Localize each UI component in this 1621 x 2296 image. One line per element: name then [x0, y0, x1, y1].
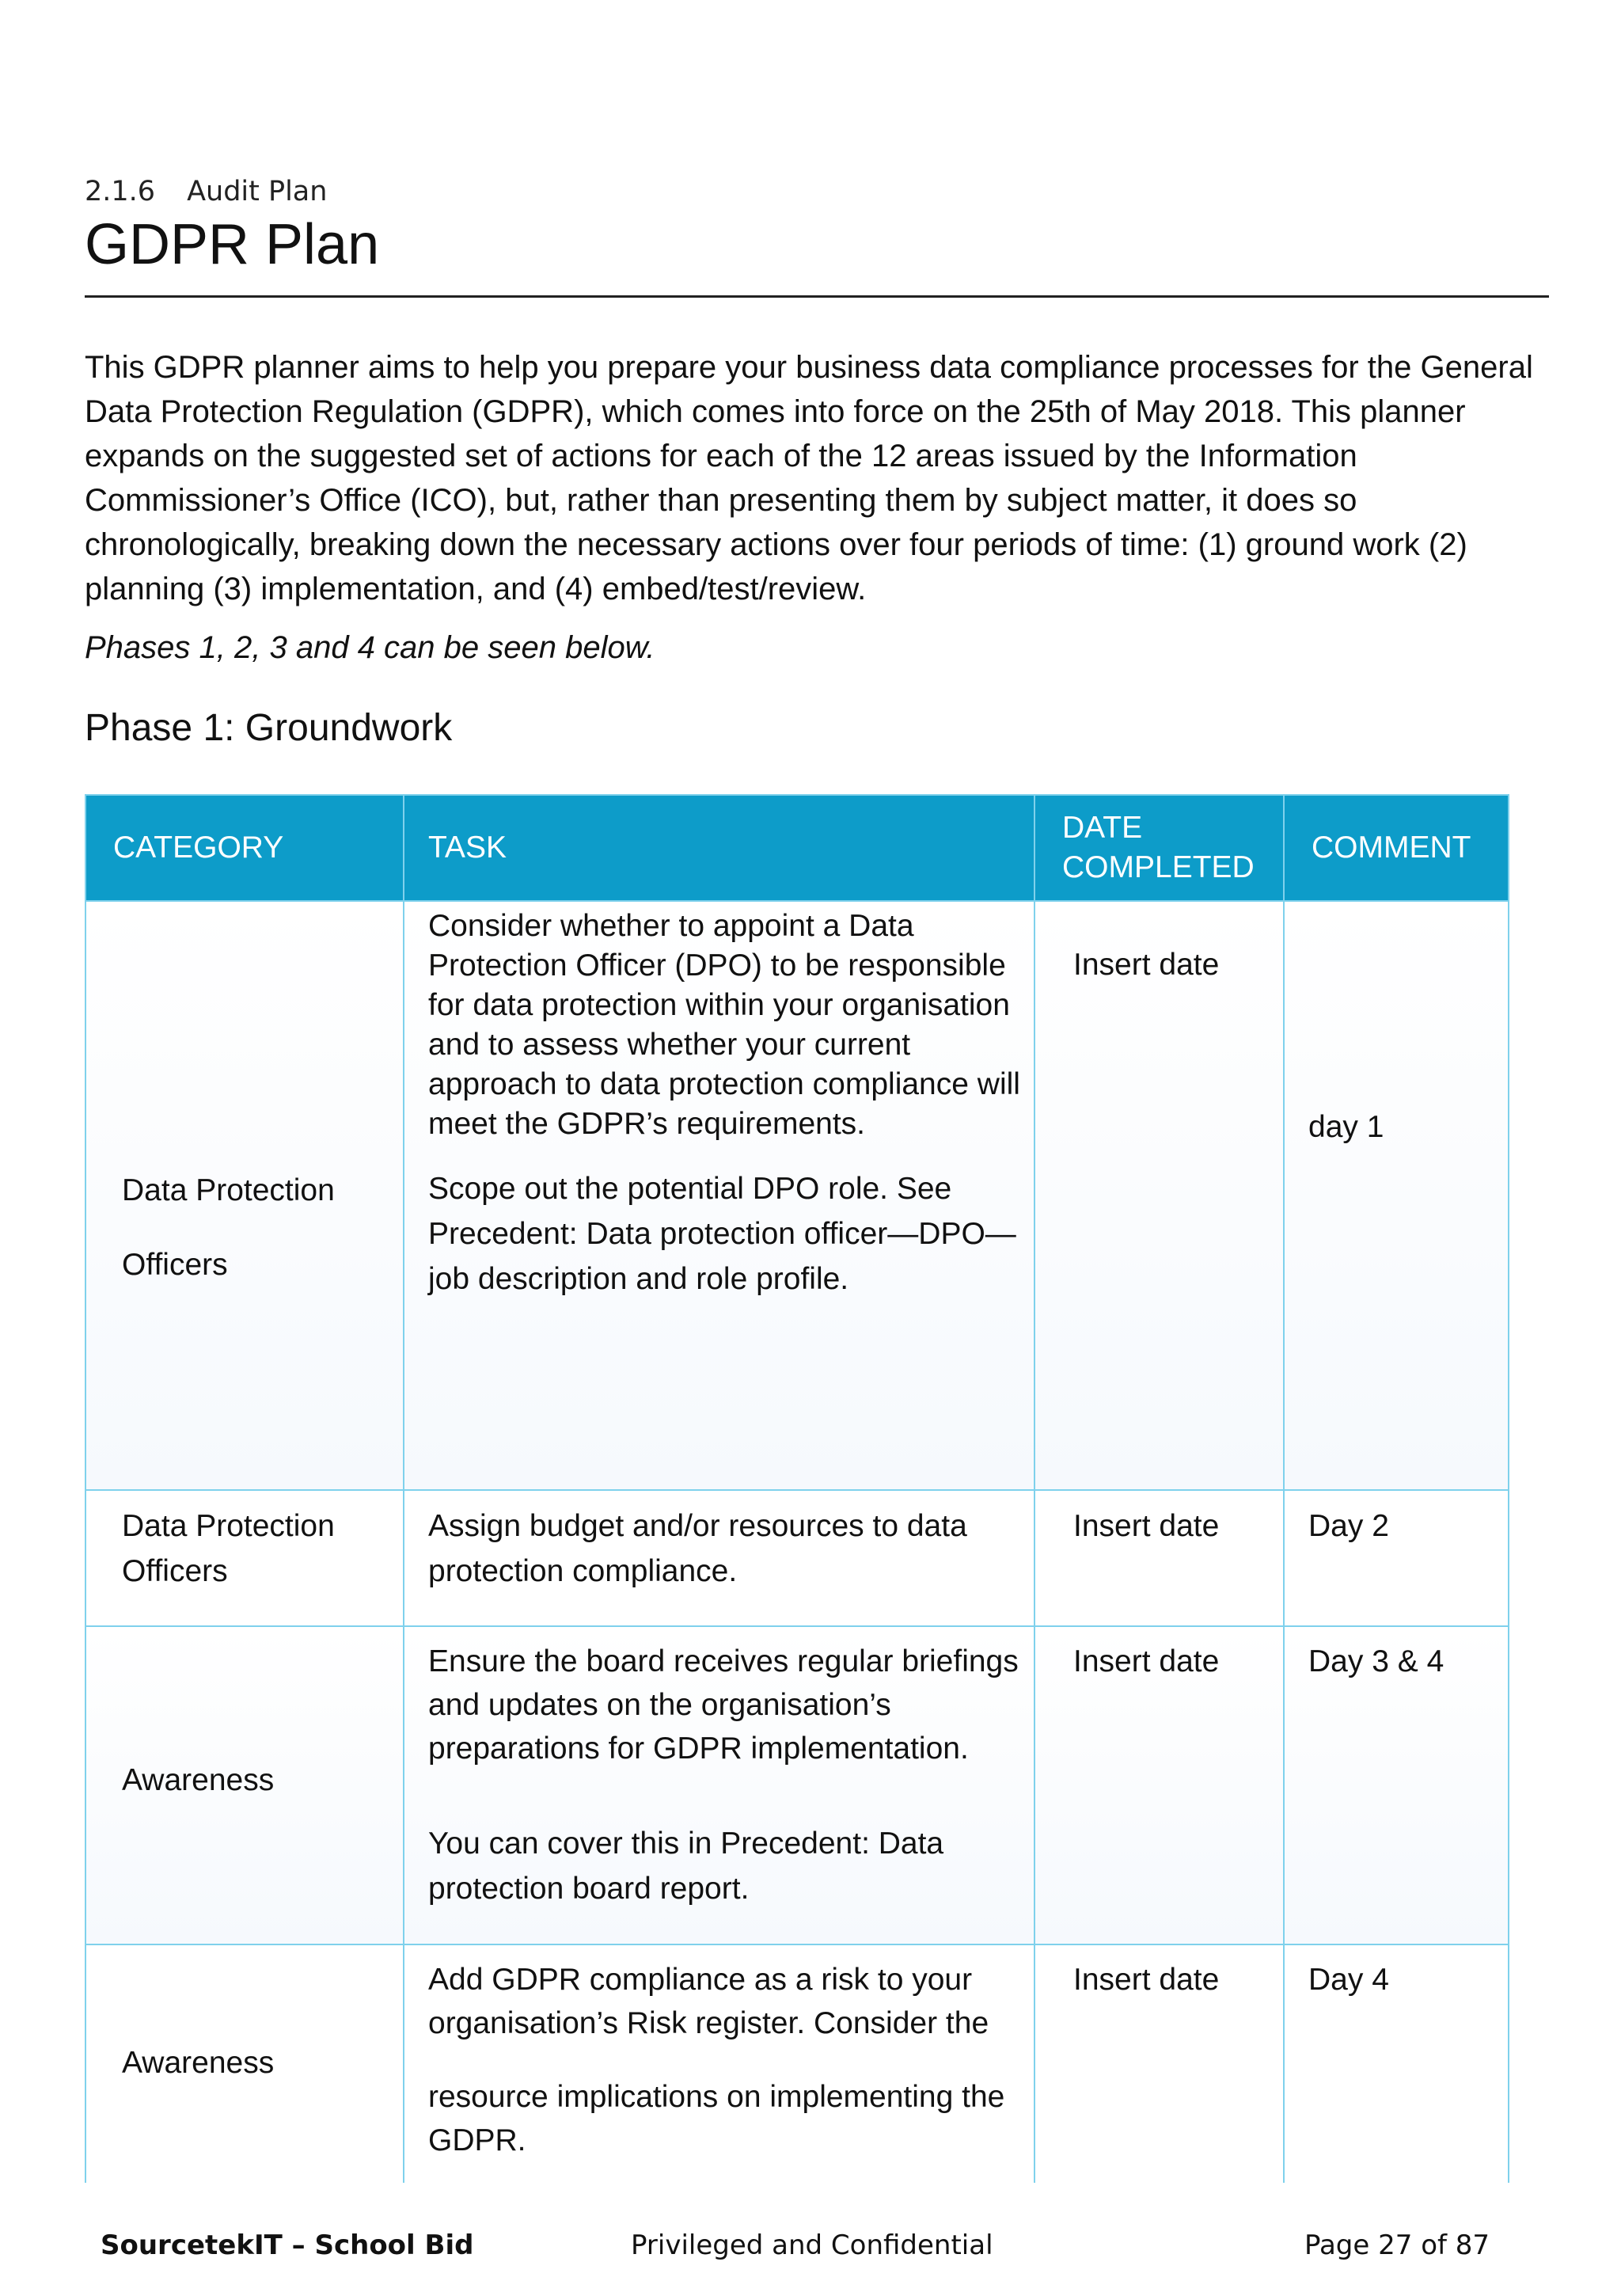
task-text: Assign budget and/or resources to data protection compliance. [428, 1509, 967, 1588]
header-task: TASK [404, 795, 1034, 901]
footer-page-number: Page 27 of 87 [1304, 2229, 1490, 2261]
gdpr-plan-table [85, 794, 1509, 2183]
task-extra-text: resource implications on implementing the GDPR. [428, 2080, 1005, 2157]
category-text: Awareness [122, 2046, 275, 2080]
cell-comment [1284, 1490, 1509, 1626]
cell-date [1034, 1490, 1284, 1626]
date-text: Insert date [1073, 1644, 1220, 1678]
date-text: Insert date [1073, 948, 1220, 982]
header-date-completed: DATE COMPLETED [1034, 795, 1284, 901]
cell-task [404, 901, 1034, 1490]
task-text: Add GDPR compliance as a risk to your organisation’s Risk register. Consider the [428, 1963, 989, 2040]
table-row [85, 1626, 1509, 1944]
cell-date [1034, 1626, 1284, 1944]
category-text: Data Protection Officers [122, 1173, 335, 1282]
cell-category [85, 1490, 404, 1626]
section-number [85, 176, 327, 207]
task-extra-text: You can cover this in Precedent: Data protection board report. [428, 1827, 944, 1906]
table-row [85, 901, 1509, 1490]
cell-comment [1284, 1626, 1509, 1944]
comment-text: Day 2 [1308, 1509, 1389, 1543]
task-text: Ensure the board receives regular briefings and updates on the organisation’s preparations for GDPR implementation. [428, 1644, 1019, 1766]
category-text: Awareness [122, 1763, 275, 1797]
table-header-row [85, 795, 1509, 901]
cell-comment [1284, 901, 1509, 1490]
header-comment: COMMENT [1284, 795, 1509, 901]
cell-task [404, 1626, 1034, 1944]
header-category: CATEGORY [85, 795, 404, 901]
date-text: Insert date [1073, 1963, 1220, 1997]
phase-heading: Phase 1: Groundwork [85, 707, 453, 749]
cell-comment [1284, 1944, 1509, 2183]
intro-paragraph: This GDPR planner aims to help you prepare your business data compliance processes for the General Data Protection Regulation (GDPR), which comes into force on the 25th of May 2018. This planner expands on the suggested set of actions for each of the 12 areas issued by the Information Commissioner’s Office (ICO), but, rather than presenting them by subject matter, it does so chronologically, breaking down the necessary actions over four periods of time: (1) ground work (2) planning (3) implementation, and (4) embed/test/review. [85, 350, 1533, 606]
table-row [85, 1944, 1509, 2183]
cell-date [1034, 901, 1284, 1490]
footer-confidentiality: Privileged and Confidential [631, 2229, 993, 2261]
task-text: Consider whether to appoint a Data Protection Officer (DPO) to be responsible for data protection within your organisation and to assess whether your current approach to data protection compliance will meet the GDPR’s requirements. [428, 909, 1020, 1141]
table-row [85, 1490, 1509, 1626]
cell-category [85, 1944, 404, 2183]
cell-date [1034, 1944, 1284, 2183]
section-number-value: 2.1.6 [85, 176, 156, 207]
category-text: Data Protection Officers [122, 1509, 335, 1588]
task-extra-text: Scope out the potential DPO role. See Precedent: Data protection officer—DPO—job description and role profile. [428, 1172, 1016, 1296]
cell-task [404, 1490, 1034, 1626]
footer-company: SourcetekIT – School Bid [101, 2229, 474, 2261]
intro-note: Phases 1, 2, 3 and 4 can be seen below. [85, 630, 655, 665]
title-divider [85, 295, 1549, 298]
date-text: Insert date [1073, 1509, 1220, 1543]
comment-text: day 1 [1308, 1110, 1384, 1144]
section-label: Audit Plan [187, 176, 328, 207]
cell-category [85, 901, 404, 1490]
comment-text: Day 3 & 4 [1308, 1644, 1444, 1678]
cell-category [85, 1626, 404, 1944]
page-title: GDPR Plan [85, 213, 380, 276]
comment-text: Day 4 [1308, 1963, 1389, 1997]
cell-task [404, 1944, 1034, 2183]
